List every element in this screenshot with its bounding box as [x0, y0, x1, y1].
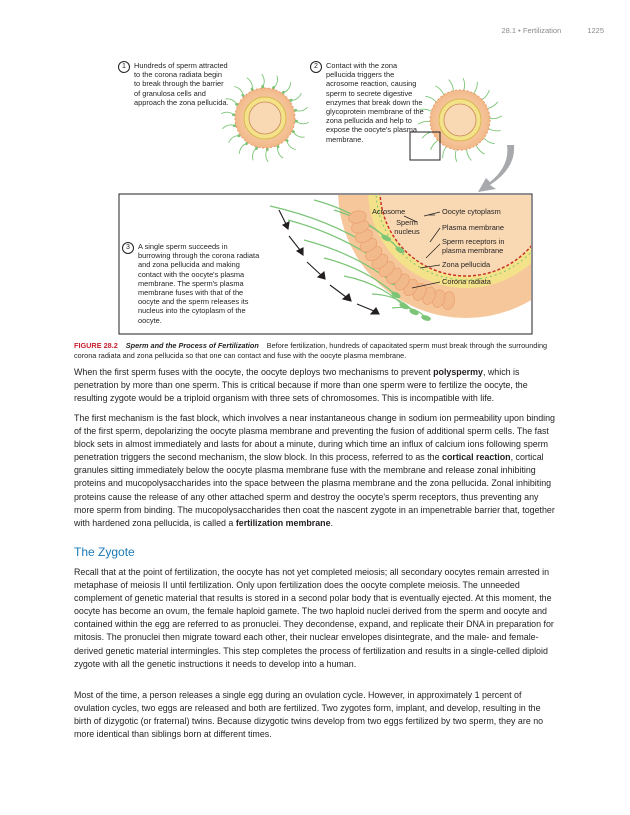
- caption-text: Before fertilization, hundreds of capacitated sperm must break through the surrounding corona radiata and zona pellucida so that one can contact and fuse with the oocyte plasma membrane.: [74, 341, 548, 360]
- step1-text: Hundreds of sperm attracted to the corona radiata begin to break through the barrier of granulosa cells and approach the zona pellucida.: [134, 61, 229, 107]
- p2-text-b: , cortical granules sitting immediately below the oocyte plasma membrane fuse with the membrane and release zonal inhibiting proteins and mucopolysaccharides into the space between the plasma membrane and the zona pellucida. Zonal inhibiting proteins cause the release of any other attached sperm and destroy the oocyte's sperm receptors, thus preventing any more sperm from binding. The mucopolysaccharides then coat the nascent zygote in an impenetrable barrier that, together with hardened zona pellucida, is called a: [74, 452, 555, 528]
- page-number: 1225: [587, 26, 604, 35]
- zoom-arrow: [478, 145, 514, 192]
- paragraph-polyspermy: [74, 366, 556, 405]
- paragraph-zygote: Recall that at the point of fertilization, the oocyte has not yet completed meiosis; all secondary oocytes remain arrested in metaphase of meiosis II until fertilization. Only upon fertilization does the oocyte complete meiosis. The unneeded complement of genetic material that results is stored in a second polar body that is eventually ejected. At this moment, the oocyte has become an ovum, the female haploid gamete. The two haploid nuclei derived from the sperm and oocyte and contained within the egg are referred to as pronuclei. They decondense, expand, and replicate their DNA in preparation for mitosis. The pronuclei then migrate toward each other, their nuclear envelopes disintegrate, and the male- and female-derived genetic material intermingles. This step completes the process of fertilization and results in a single-celled diploid zygote with all the genetic instructions it needs to develop into a human.: [74, 567, 554, 669]
- label-sperm-nucleus: Sperm nucleus: [394, 218, 420, 236]
- figure-number: FIGURE 28.2: [74, 341, 118, 350]
- figure-caption: [74, 341, 564, 360]
- oocyte-step1: [221, 74, 309, 162]
- step2-text: Contact with the zona pellucida triggers the acrosome reaction, causing sperm to secrete digestive enzymes that break down the glycoprotein membrane of the zona pellucida and help to expose the oocyte's plasma membrane.: [326, 61, 424, 144]
- paragraph-twins: Most of the time, a person releases a single egg during an ovulation cycle. However, in approximately 1 percent of ovulation cycles, two eggs are released and both are fertilized. Two zygotes form, implant, and develop, resulting in the birth of dizygotic (or fraternal) twins. Because dizygotic twins develop from two eggs fertilized by two sperm, they are no more identical than siblings born at different times.: [74, 690, 544, 740]
- p2-text-a: The first mechanism is the fast block, which involves a near instantaneous change in sodium ion permeability upon binding of the first sperm, depolarizing the oocyte plasma membrane and preventing the fusion of additional sperm cells. The fast block sets in almost immediately and lasts for about a minute, during which time an influx of calcium ions following sperm penetration triggers the second mechanism, the slow block. In this process, referred to as the: [74, 413, 555, 463]
- figure-28-2: [74, 50, 554, 340]
- p2-text-c: .: [330, 517, 333, 528]
- heading-zygote: The Zygote: [74, 545, 135, 559]
- term-fertilization-membrane: fertilization membrane: [235, 517, 331, 528]
- figure-title: Sperm and the Process of Fertilization: [125, 341, 259, 350]
- step2-callout: [310, 61, 424, 144]
- step3-text: A single sperm succeeds in burrowing through the corona radiata and zona pellucida and making contact with the oocyte's plasma membrane. The sperm's plasma membrane fuses with that of the oocyte and the sperm releases its nucleus into the cytoplasm of the oocyte.: [138, 242, 260, 325]
- section-title: 28.1 • Fertilization: [501, 26, 562, 35]
- paragraph-blocks: [74, 412, 556, 530]
- label-plasma-membrane: Plasma membrane: [442, 223, 505, 232]
- label-oocyte-cytoplasm: Oocyte cytoplasm: [442, 207, 501, 216]
- label-sperm-receptors: Sperm receptors in plasma membrane: [442, 237, 505, 255]
- term-cortical-reaction: cortical reaction: [442, 452, 511, 463]
- term-polyspermy: polyspermy: [433, 367, 483, 377]
- label-corona-radiata: Corona radiata: [442, 277, 491, 286]
- p1-text-a: When the first sperm fuses with the oocyte, the oocyte deploys two mechanisms to prevent: [74, 367, 434, 377]
- step3-callout: [122, 242, 262, 325]
- step3-number: 3: [122, 242, 134, 254]
- step1-callout: [118, 61, 229, 107]
- step1-number: 1: [118, 61, 130, 73]
- running-header: [501, 26, 604, 35]
- step2-number: 2: [310, 61, 322, 73]
- label-zona-pellucida: Zona pellucida: [442, 260, 491, 269]
- label-acrosome: Acrosome: [372, 207, 406, 216]
- p1-text-b: , which is penetration by more than one sperm. This is critical because if more than one sperm were to fertilize the oocyte, the resulting zygote would be a triploid organism with three sets of chromosomes. This is incompatible with life.: [74, 367, 528, 404]
